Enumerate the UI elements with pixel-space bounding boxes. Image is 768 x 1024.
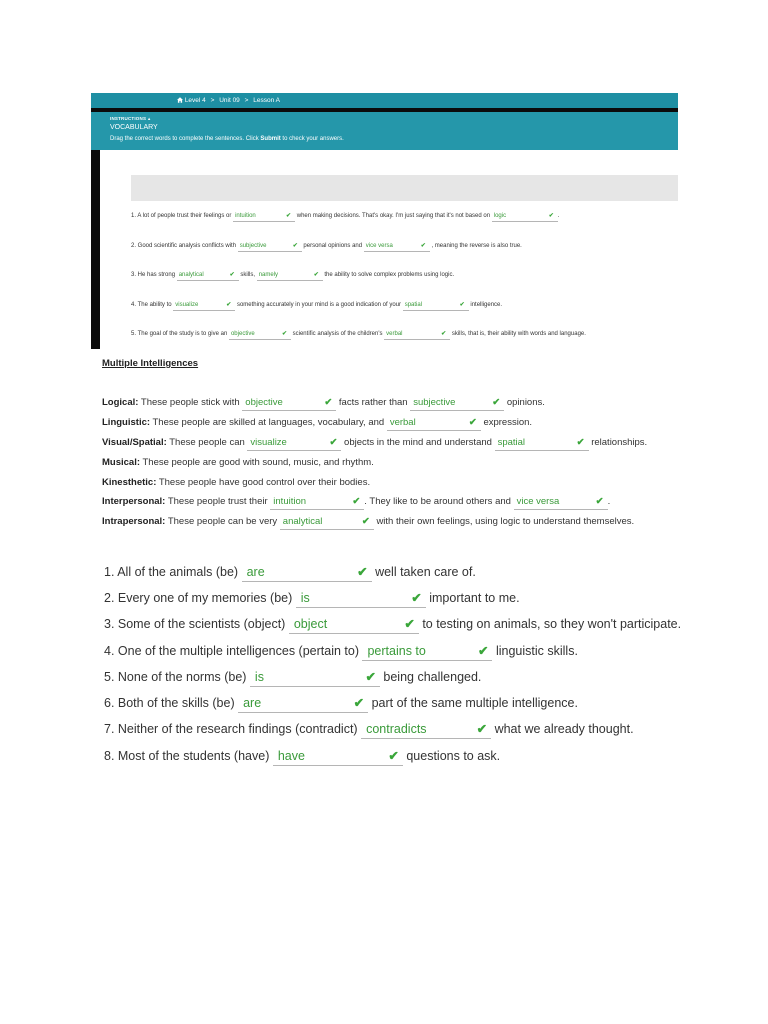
sentence-text: These people have good control over their bodies. — [158, 477, 371, 488]
grammar-sentence — [104, 694, 578, 713]
sentence-text: These people stick with — [140, 397, 240, 408]
sentence-text: . — [557, 213, 560, 219]
sentence-text: linguistic skills. — [495, 644, 578, 658]
checkmark-icon: ✔ — [329, 437, 338, 448]
answer-blank[interactable] — [384, 329, 450, 340]
sentence-text: scientific analysis of the children's — [292, 331, 383, 337]
collapse-caret-icon[interactable]: ▲ — [147, 116, 152, 121]
sentence-text: 3. He has strong — [131, 272, 176, 278]
answer-value: contradicts — [366, 722, 427, 736]
answer-blank[interactable] — [177, 270, 239, 281]
sentence-text: something accurately in your mind is a good indication of your — [236, 302, 402, 308]
intelligence-name: Visual/Spatial: — [102, 437, 167, 448]
word-bank-area[interactable] — [131, 175, 678, 201]
checkmark-icon: ✔ — [365, 670, 376, 684]
sentence-text: These people are skilled at languages, vocabulary, and — [152, 417, 385, 428]
answer-value: verbal — [389, 417, 416, 428]
sentence-text: 6. Both of the skills (be) — [104, 696, 235, 710]
grammar-sentence — [104, 668, 481, 687]
sentence-text: 4. The ability to — [131, 302, 172, 308]
sentence-text: 5. The goal of the study is to give an — [131, 331, 228, 337]
checkmark-icon: ✔ — [595, 496, 604, 507]
answer-value: pertains to — [367, 644, 426, 658]
intelligence-name: Intrapersonal: — [102, 516, 166, 527]
answer-blank[interactable] — [280, 515, 374, 530]
sentence-text: skills, that is, their ability with words and language. — [451, 331, 586, 337]
sentence-text: to testing on animals, so they won't participate. — [422, 617, 682, 631]
checkmark-icon: ✔ — [226, 302, 232, 308]
answer-blank[interactable] — [242, 396, 336, 411]
instructions-title: VOCABULARY — [110, 124, 158, 131]
answer-value: are — [246, 565, 265, 579]
answer-value: is — [254, 670, 264, 684]
instructions-panel — [91, 112, 678, 150]
breadcrumb-separator: > — [210, 97, 215, 104]
checkmark-icon: ✔ — [478, 644, 489, 658]
checkmark-icon: ✔ — [476, 722, 488, 736]
answer-blank[interactable] — [289, 615, 419, 634]
intelligence-line — [102, 436, 647, 451]
grammar-sentence — [104, 642, 578, 661]
answer-value: objective — [245, 397, 283, 408]
grammar-sentence — [104, 720, 634, 739]
sentence-text: opinions. — [506, 397, 545, 408]
breadcrumb-lesson[interactable]: Lesson A — [253, 97, 280, 104]
grammar-sentence — [104, 589, 520, 608]
sentence-text: questions to ask. — [406, 749, 501, 763]
answer-value: intuition — [273, 496, 307, 507]
checkmark-icon: ✔ — [404, 617, 415, 631]
checkmark-icon: ✔ — [324, 397, 333, 408]
answer-blank[interactable] — [410, 396, 504, 411]
intelligence-line — [102, 515, 634, 530]
sentence-text: facts rather than — [338, 397, 408, 408]
answer-value: spatial — [497, 437, 526, 448]
sentence-text: important to me. — [429, 591, 520, 605]
vocab-sentence — [131, 270, 454, 281]
answer-blank[interactable] — [495, 436, 589, 451]
answer-blank[interactable] — [361, 720, 491, 739]
sentence-text: with their own feelings, using logic to understand themselves. — [376, 516, 635, 527]
intelligence-name: Logical: — [102, 397, 139, 408]
answer-blank[interactable] — [492, 211, 558, 222]
answer-value: analytical — [282, 516, 323, 527]
checkmark-icon: ✔ — [441, 331, 447, 337]
answer-value: namely — [258, 272, 279, 278]
answer-value: visualize — [175, 302, 199, 308]
sentence-text: . They like to be around others and — [364, 496, 511, 507]
answer-blank[interactable] — [514, 495, 608, 510]
sentence-text: These people can — [169, 437, 245, 448]
sentence-text: well taken care of. — [375, 565, 476, 579]
answer-blank[interactable] — [250, 668, 380, 687]
intelligence-line — [102, 456, 374, 470]
answer-value: is — [300, 591, 310, 605]
answer-blank[interactable] — [273, 747, 403, 766]
intelligence-line — [102, 495, 610, 510]
checkmark-icon: ✔ — [388, 749, 399, 763]
checkmark-icon: ✔ — [411, 591, 422, 605]
breadcrumb-unit[interactable]: Unit 09 — [219, 97, 240, 104]
vocab-sentence — [131, 300, 502, 311]
answer-blank[interactable] — [173, 300, 235, 311]
answer-value: visualize — [250, 437, 287, 448]
answer-blank[interactable] — [362, 642, 492, 661]
answer-value: have — [277, 749, 305, 763]
intelligence-line — [102, 416, 532, 431]
intelligence-line — [102, 396, 545, 411]
checkmark-icon: ✔ — [420, 243, 426, 249]
answer-value: intuition — [235, 213, 256, 219]
answer-blank[interactable] — [233, 211, 295, 222]
sentence-text: These people can be very — [167, 516, 278, 527]
answer-value: vice versa — [516, 496, 560, 507]
checkmark-icon: ✔ — [286, 213, 292, 219]
sentence-text: relationships. — [591, 437, 648, 448]
answer-blank[interactable] — [403, 300, 469, 311]
section-title: Multiple Intelligences — [102, 358, 199, 369]
checkmark-icon: ✔ — [281, 331, 287, 337]
intelligence-name: Kinesthetic: — [102, 477, 157, 488]
sentence-text: skills, — [240, 272, 256, 278]
grammar-sentence — [104, 615, 681, 634]
answer-value: object — [293, 617, 328, 631]
checkmark-icon: ✔ — [292, 243, 298, 249]
sentence-text: These people are good with sound, music, and rhythm. — [142, 457, 374, 468]
sentence-text: what we already thought. — [494, 722, 634, 736]
sentence-text: 1. All of the animals (be) — [104, 565, 239, 579]
answer-blank[interactable] — [229, 329, 291, 340]
intelligence-name: Interpersonal: — [102, 496, 166, 507]
answer-blank[interactable] — [387, 416, 481, 431]
answer-blank[interactable] — [296, 589, 426, 608]
answer-value: vice versa — [365, 243, 393, 249]
intelligence-name: Linguistic: — [102, 417, 151, 428]
answer-blank[interactable] — [247, 436, 341, 451]
intelligence-name: Musical: — [102, 457, 141, 468]
vocab-sentence — [131, 211, 559, 222]
answer-value: logic — [493, 213, 507, 219]
checkmark-icon: ✔ — [357, 565, 368, 579]
breadcrumb-separator: > — [244, 97, 249, 104]
instructions-label: INSTRUCTIONS — [110, 116, 147, 121]
answer-blank[interactable] — [238, 694, 368, 713]
sentence-text: 2. Every one of my memories (be) — [104, 591, 293, 605]
answer-blank[interactable] — [238, 241, 302, 252]
checkmark-icon: ✔ — [229, 272, 235, 278]
sentence-text: personal opinions and — [303, 243, 363, 249]
sentence-text: , meaning the reverse is also true. — [431, 243, 522, 249]
answer-value: subjective — [239, 243, 267, 249]
sentence-text: expression. — [483, 417, 533, 428]
checkmark-icon: ✔ — [492, 397, 501, 408]
checkmark-icon: ✔ — [313, 272, 319, 278]
answer-value: subjective — [413, 397, 456, 408]
vocab-sentence — [131, 241, 522, 252]
checkmark-icon: ✔ — [459, 302, 465, 308]
answer-blank[interactable] — [364, 241, 430, 252]
sentence-text: being challenged. — [383, 670, 482, 684]
vocab-sentence — [131, 329, 586, 340]
sentence-text: 1. A lot of people trust their feelings or — [131, 213, 232, 219]
breadcrumb-bar — [91, 93, 678, 108]
exercise-screenshot — [91, 93, 678, 349]
sentence-text: intelligence. — [470, 302, 503, 308]
left-edge-bar — [91, 150, 100, 349]
sentence-text: objects in the mind and understand — [344, 437, 492, 448]
grammar-sentence — [104, 563, 476, 582]
home-icon[interactable] — [177, 97, 183, 103]
answer-value: are — [243, 696, 262, 710]
answer-value: verbal — [386, 331, 403, 337]
sentence-text: These people trust their — [167, 496, 268, 507]
checkmark-icon: ✔ — [352, 496, 361, 507]
sentence-text: 7. Neither of the research findings (contradict) — [104, 722, 358, 736]
checkmark-icon: ✔ — [468, 417, 477, 428]
sentence-text: the ability to solve complex problems using logic. — [324, 272, 455, 278]
answer-value: spatial — [404, 302, 423, 308]
answer-blank[interactable] — [257, 270, 323, 281]
sentence-text: 5. None of the norms (be) — [104, 670, 247, 684]
sentence-text: . — [607, 496, 611, 507]
checkmark-icon: ✔ — [576, 437, 585, 448]
checkmark-icon: ✔ — [353, 696, 365, 710]
instructions-text: Drag the correct words to complete the sentences. Click Submit to check your answers. — [110, 136, 344, 142]
sentence-text: 8. Most of the students (have) — [104, 749, 270, 763]
answer-value: objective — [230, 331, 255, 337]
answer-value: analytical — [178, 272, 204, 278]
sentence-text: part of the same multiple intelligence. — [371, 696, 578, 710]
sentence-text: 3. Some of the scientists (object) — [104, 617, 286, 631]
checkmark-icon: ✔ — [361, 516, 370, 527]
checkmark-icon: ✔ — [548, 213, 554, 219]
instructions-toggle[interactable] — [110, 116, 151, 121]
intelligence-line — [102, 476, 370, 490]
breadcrumb-level[interactable]: Level 4 — [184, 97, 206, 104]
sentence-text: 2. Good scientific analysis conflicts with — [131, 243, 237, 249]
answer-blank[interactable] — [242, 563, 372, 582]
sentence-text: 4. One of the multiple intelligences (pertain to) — [104, 644, 359, 658]
grammar-sentence — [104, 747, 500, 766]
answer-blank[interactable] — [270, 495, 364, 510]
sentence-text: when making decisions. That's okay. I'm just saying that it's not based on — [296, 213, 491, 219]
breadcrumb — [177, 93, 283, 108]
